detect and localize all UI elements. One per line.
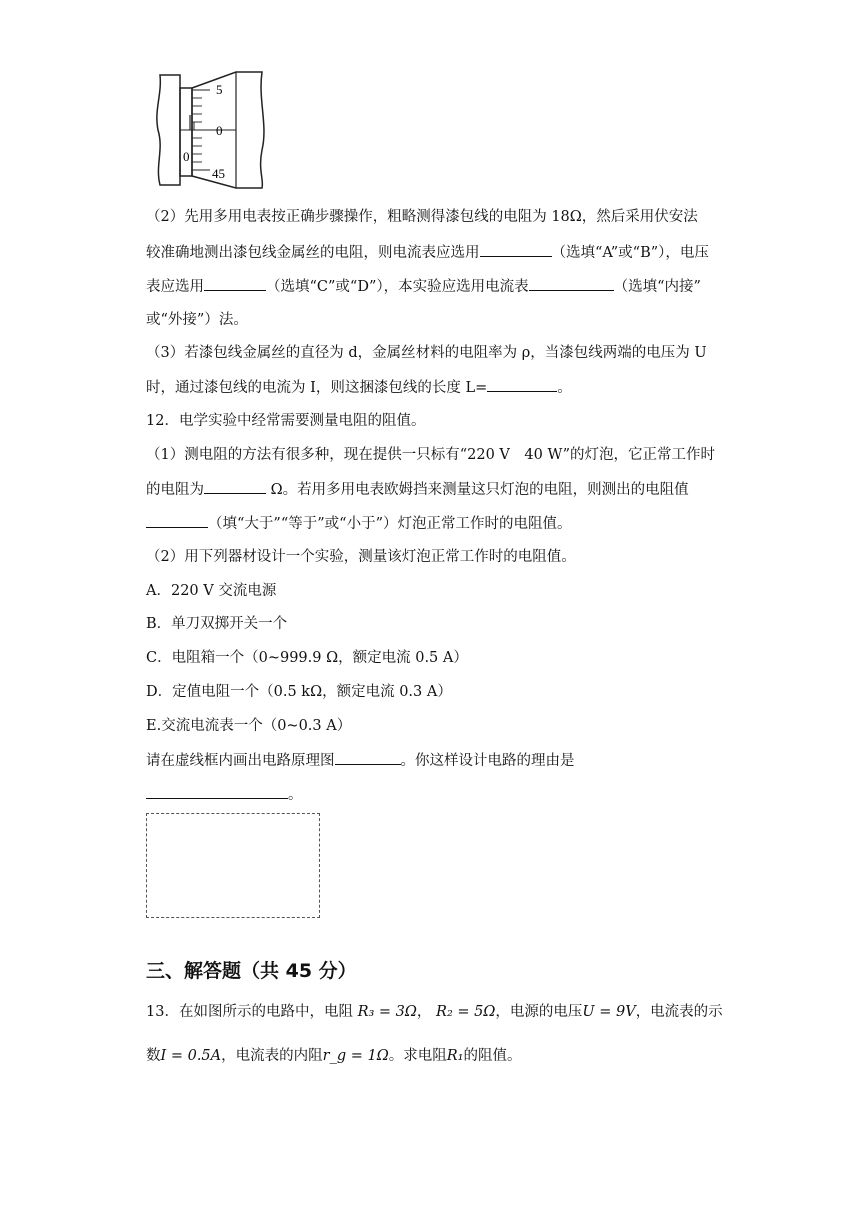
q11-text: （选填“C”或“D”），本实验应选用电流表 [266, 279, 529, 295]
answer-blank-circuit[interactable] [335, 750, 401, 765]
micrometer-label-5: 5 [216, 82, 223, 97]
micrometer-figure [150, 70, 270, 190]
q11-text: 。 [557, 380, 572, 396]
q12-text: （填“大于”“等于”或“小于”）灯泡正常工作时的电阻值。 [208, 516, 572, 532]
answer-blank-comparison[interactable] [146, 513, 208, 528]
answer-blank-length[interactable] [487, 377, 557, 392]
q13-line2 [146, 1046, 521, 1066]
q11-text: 较准确地测出漆包线金属丝的电阻，则电流表应选用 [146, 245, 480, 261]
answer-blank-voltmeter[interactable] [204, 276, 266, 291]
q11-part2-line3 [146, 276, 701, 297]
q12-option-b: B．单刀双掷开关一个 [146, 616, 288, 632]
q12-text: 。你这样设计电路的理由是 [400, 753, 575, 769]
answer-blank-ammeter[interactable] [480, 242, 552, 257]
q11-text: （选填“A”或“B”），电压 [551, 245, 709, 261]
q12-option-a: A．220 V 交流电源 [146, 583, 277, 599]
voltage-expression: U = 9V [582, 1004, 636, 1020]
q11-part2-line2 [146, 242, 709, 263]
q12-text: 的电阻为 [146, 482, 204, 498]
q12-text: 请在虚线框内画出电路原理图 [146, 753, 335, 769]
rg-expression: r_g = 1Ω [322, 1048, 389, 1064]
q11-text: 表应选用 [146, 279, 204, 295]
answer-blank-resistance[interactable] [204, 479, 266, 494]
q12-stem: 12．电学实验中经常需要测量电阻的阻值。 [146, 413, 426, 429]
q13-text: ，电流表的内阻 [221, 1048, 323, 1064]
r3-expression: R₃ = 3Ω [357, 1004, 417, 1020]
q11-part2-line4: 或“外接”）法。 [146, 312, 248, 328]
q13-line1 [146, 1002, 723, 1022]
q11-part2-line1: （2）先用多用电表按正确步骤操作，粗略测得漆包线的电阻为 18Ω，然后采用伏安法 [146, 209, 698, 225]
q13-text: 数 [146, 1048, 161, 1064]
q12-part1-line2 [146, 479, 689, 500]
q11-part3-line2 [146, 377, 572, 398]
section-heading: 三、解答题（共 45 分） [146, 960, 357, 982]
q12-part1-line1: （1）测电阻的方法有很多种，现在提供一只标有“220 V 40 W”的灯泡，它正常工作时 [146, 447, 716, 463]
q12-text: Ω。若用多用电表欧姆挡来测量这只灯泡的电阻，则测出的电阻值 [266, 482, 689, 498]
q12-draw-instruction [146, 750, 575, 771]
q12-part1-line3 [146, 513, 571, 534]
q13-text: 。求电阻 [388, 1048, 447, 1064]
q12-option-c: C．电阻箱一个（0~999.9 Ω，额定电流 0.5 A） [146, 650, 468, 666]
answer-blank-reason[interactable] [146, 784, 288, 799]
micrometer-label-0-thimble: 0 [216, 123, 223, 138]
q12-reason-line [146, 784, 303, 805]
answer-blank-connection[interactable] [529, 276, 614, 291]
q11-part3-line1: （3）若漆包线金属丝的直径为 d，金属丝材料的电阻率为 ρ，当漆包线两端的电压为 U [146, 345, 707, 361]
q13-text: ，电源的电压 [495, 1004, 583, 1020]
circuit-drawing-box[interactable] [146, 813, 320, 918]
micrometer-label-0-sleeve: 0 [183, 149, 190, 164]
r1-symbol: R₁ [446, 1048, 464, 1064]
q13-text: 的阻值。 [463, 1048, 522, 1064]
q13-text: 13．在如图所示的电路中，电阻 [146, 1004, 353, 1020]
q11-text: （选填“内接” [613, 279, 701, 295]
q13-text: ， [416, 1004, 432, 1020]
micrometer-label-45: 45 [212, 166, 225, 181]
q12-option-d: D．定值电阻一个（0.5 kΩ，额定电流 0.3 A） [146, 684, 452, 700]
q12-part2-intro: （2）用下列器材设计一个实验，测量该灯泡正常工作时的电阻值。 [146, 549, 576, 565]
q11-text: 时，通过漆包线的电流为 I，则这捆漆包线的长度 L= [146, 380, 488, 396]
q13-text: ，电流表的示 [635, 1004, 723, 1020]
r2-expression: R₂ = 5Ω [436, 1004, 496, 1020]
q12-text: 。 [288, 787, 303, 803]
q12-option-e: E.交流电流表一个（0~0.3 A） [146, 718, 352, 734]
current-expression: I = 0.5A [160, 1048, 222, 1064]
